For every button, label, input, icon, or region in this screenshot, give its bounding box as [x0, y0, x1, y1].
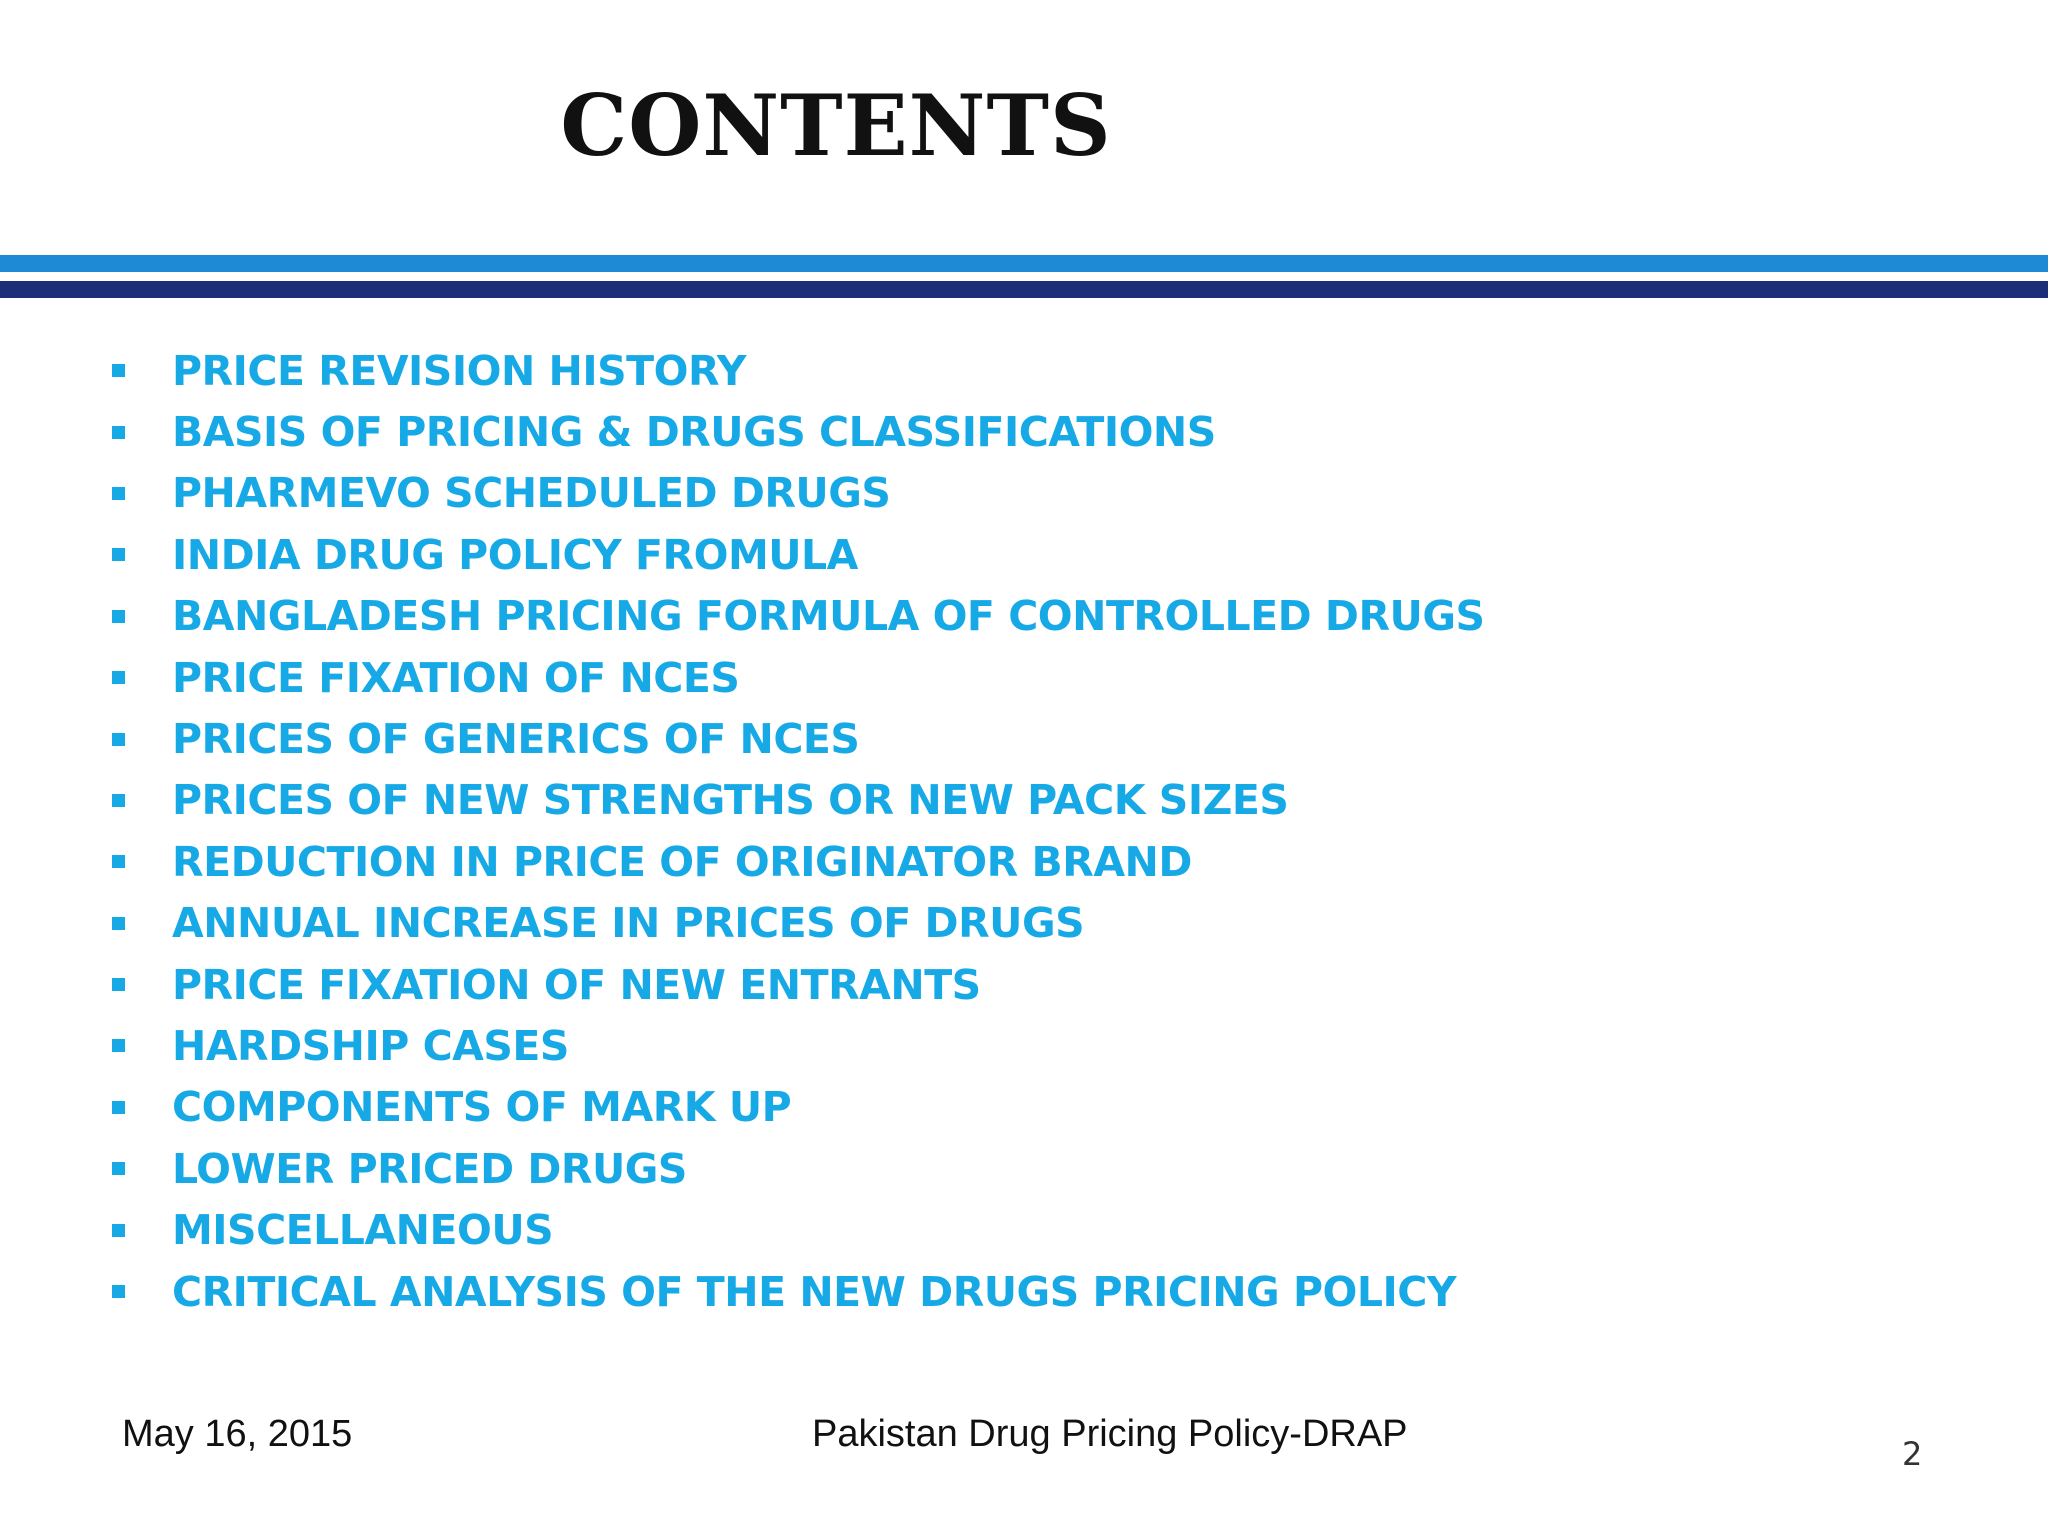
square-bullet-icon	[112, 1285, 125, 1298]
square-bullet-icon	[112, 487, 125, 500]
list-item-label: PRICE FIXATION OF NCES	[172, 653, 740, 702]
header-divider-dark	[0, 281, 2048, 298]
header-divider-light	[0, 255, 2048, 272]
square-bullet-icon	[112, 794, 125, 807]
list-item-label: PRICES OF GENERICS OF NCES	[172, 715, 860, 764]
slide-number: 2	[1902, 1435, 1923, 1473]
list-item-label: INDIA DRUG POLICY FROMULA	[172, 530, 858, 579]
list-item-label: BASIS OF PRICING & DRUGS CLASSIFICATIONS	[172, 408, 1216, 457]
square-bullet-icon	[112, 671, 125, 684]
square-bullet-icon	[112, 610, 125, 623]
list-item-label: MISCELLANEOUS	[172, 1206, 554, 1255]
list-item-label: CRITICAL ANALYSIS OF THE NEW DRUGS PRICING POLICY	[172, 1267, 1457, 1316]
square-bullet-icon	[112, 548, 125, 561]
list-item-label: PRICES OF NEW STRENGTHS OR NEW PACK SIZES	[172, 776, 1289, 825]
list-item-label: COMPONENTS OF MARK UP	[172, 1083, 792, 1132]
square-bullet-icon	[112, 1224, 125, 1237]
square-bullet-icon	[112, 978, 125, 991]
list-item-label: PRICE FIXATION OF NEW ENTRANTS	[172, 960, 981, 1009]
square-bullet-icon	[112, 1039, 125, 1052]
footer-presentation-title: Pakistan Drug Pricing Policy-DRAP	[812, 1413, 1408, 1455]
slide-title: CONTENTS	[560, 76, 1112, 175]
list-item-label: BANGLADESH PRICING FORMULA OF CONTROLLED DRUGS	[172, 592, 1485, 641]
square-bullet-icon	[112, 855, 125, 868]
square-bullet-icon	[112, 364, 125, 377]
list-item-label: PRICE REVISION HISTORY	[172, 346, 746, 395]
list-item-label: HARDSHIP CASES	[172, 1021, 569, 1070]
list-item-label: REDUCTION IN PRICE OF ORIGINATOR BRAND	[172, 837, 1192, 886]
footer-date: May 16, 2015	[122, 1413, 353, 1455]
list-item-label: ANNUAL INCREASE IN PRICES OF DRUGS	[172, 899, 1085, 948]
list-item-label: PHARMEVO SCHEDULED DRUGS	[172, 469, 891, 518]
square-bullet-icon	[112, 426, 125, 439]
square-bullet-icon	[112, 1162, 125, 1175]
square-bullet-icon	[112, 917, 125, 930]
square-bullet-icon	[112, 1101, 125, 1114]
square-bullet-icon	[112, 733, 125, 746]
list-item-label: LOWER PRICED DRUGS	[172, 1144, 687, 1193]
